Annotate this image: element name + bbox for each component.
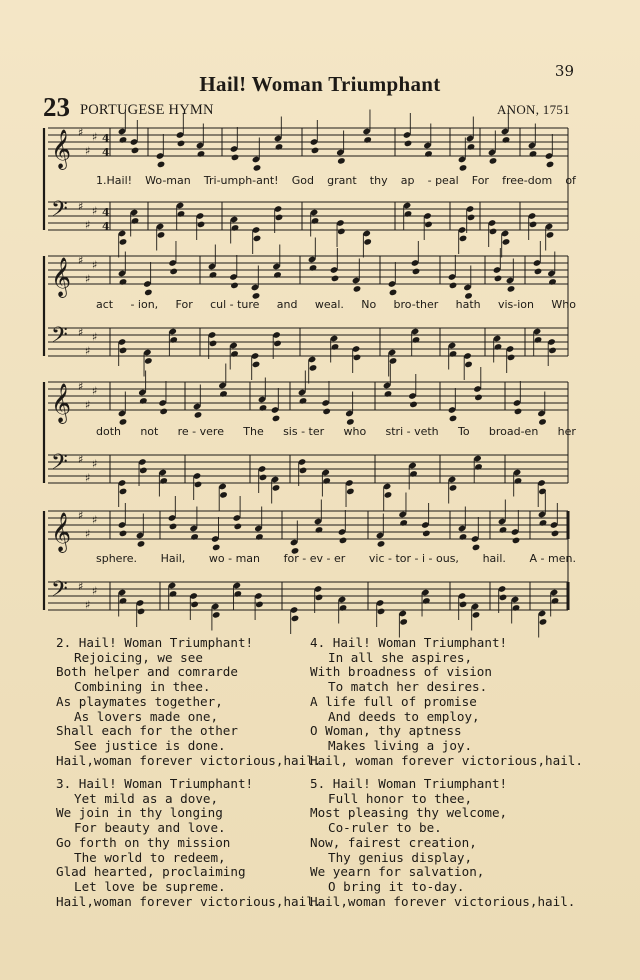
note-head-icon: [159, 408, 168, 416]
bass-clef-icon: 𝄢: [51, 323, 68, 354]
note-head-icon: [144, 357, 153, 365]
note-head-icon: [230, 282, 239, 290]
note-head-icon: [197, 221, 206, 229]
note-head-icon: [548, 278, 557, 286]
verse-line: Co-ruler to be.: [328, 820, 442, 836]
note-head-icon: [190, 601, 199, 609]
note-head-icon: [119, 136, 128, 144]
verse-line: Shall each for the other: [56, 723, 238, 739]
note-head-icon: [209, 271, 218, 279]
note-head-icon: [159, 477, 168, 485]
note-head-icon: [539, 618, 548, 626]
lyric-word: A - men.: [529, 552, 576, 565]
note-head-icon: [551, 597, 560, 605]
treble-clef-icon: 𝄞: [51, 383, 72, 424]
note-head-icon: [219, 491, 228, 499]
lyric-word: To: [457, 425, 470, 438]
composer-credit: ANON, 1751: [496, 102, 570, 117]
time-signature-icon: 4: [102, 146, 110, 159]
note-head-icon: [169, 590, 178, 598]
note-head-icon: [539, 519, 548, 527]
note-head-icon: [449, 350, 458, 358]
verse-line: See justice is done.: [74, 737, 226, 753]
note-head-icon: [299, 467, 308, 475]
verse-line: Makes living a joy.: [328, 737, 473, 753]
sharp-icon: ♯: [85, 344, 91, 358]
note-head-icon: [502, 238, 511, 246]
note-head-icon: [131, 147, 140, 155]
lyric-word: sis - ter: [283, 425, 325, 438]
lyric-word: vic - tor - i - ous,: [368, 552, 459, 565]
lyric-word: The: [243, 425, 264, 438]
note-head-icon: [190, 533, 199, 541]
lyric-word: free-dom: [502, 174, 553, 187]
note-head-icon: [337, 157, 346, 165]
note-head-icon: [119, 597, 128, 605]
sharp-icon: ♯: [92, 584, 98, 598]
lyric-word: stri - veth: [385, 425, 439, 438]
sharp-icon: ♯: [85, 272, 91, 286]
note-head-icon: [409, 401, 418, 409]
note-head-icon: [353, 285, 362, 293]
verse-line: 5. Hail! Woman Triumphant!: [310, 776, 508, 791]
note-head-icon: [489, 228, 498, 236]
sharp-icon: ♯: [92, 513, 98, 527]
treble-clef-icon: 𝄞: [51, 129, 72, 170]
note-head-icon: [507, 354, 516, 362]
note-head-icon: [404, 210, 413, 218]
lyric-word: - peal: [427, 174, 459, 187]
verse-line: As lovers made one,: [74, 708, 219, 724]
verse-line: We yearn for salvation,: [310, 864, 485, 880]
note-head-icon: [353, 354, 362, 362]
note-head-icon: [489, 157, 498, 165]
verse-line: Now, fairest creation,: [310, 834, 477, 850]
sharp-icon: ♯: [92, 330, 98, 344]
page-number: 39: [554, 62, 574, 80]
note-head-icon: [331, 275, 340, 283]
note-head-icon: [331, 343, 340, 351]
sharp-icon: ♯: [78, 580, 84, 594]
note-head-icon: [449, 282, 458, 290]
lyric-word: sphere.: [96, 552, 137, 565]
lyric-word: not: [140, 425, 159, 438]
note-head-icon: [363, 136, 372, 144]
note-head-icon: [231, 224, 240, 232]
lyric-word: and: [276, 298, 298, 311]
note-head-icon: [139, 397, 148, 405]
verse-line: Hail,woman forever victorious,hail.: [56, 752, 322, 768]
verse-line: For beauty and love.: [74, 820, 226, 836]
lyric-word: Wo-man: [145, 174, 191, 187]
note-head-icon: [502, 136, 511, 144]
verse-line: Most pleasing thy welcome,: [310, 805, 508, 821]
treble-clef-icon: 𝄞: [51, 257, 72, 298]
verse-line: 3. Hail! Woman Triumphant!: [56, 776, 254, 791]
sharp-icon: ♯: [92, 130, 98, 144]
lyric-word: for - ev - er: [283, 552, 346, 565]
lyric-word: ap: [400, 174, 415, 187]
note-head-icon: [412, 268, 421, 276]
sharp-icon: ♯: [78, 509, 84, 523]
note-head-icon: [177, 210, 186, 218]
verse-line: Glad hearted, proclaiming: [56, 864, 246, 880]
note-head-icon: [315, 526, 324, 534]
note-head-icon: [137, 608, 146, 616]
sharp-icon: ♯: [85, 598, 91, 612]
verse-line: O bring it to-day.: [328, 878, 465, 894]
note-head-icon: [255, 533, 264, 541]
bass-clef-icon: 𝄢: [51, 450, 68, 481]
lyric-word: grant: [327, 174, 357, 187]
lyric-word: bro-ther: [393, 298, 439, 311]
hymn-title: Hail! Woman Triumphant: [199, 72, 441, 96]
note-head-icon: [514, 477, 523, 485]
lyric-word: thy: [369, 174, 388, 187]
sharp-icon: ♯: [78, 453, 84, 467]
sharp-icon: ♯: [92, 457, 98, 471]
lyric-word: vis-ion: [497, 298, 535, 311]
bass-clef-icon: 𝄢: [51, 197, 68, 228]
note-head-icon: [157, 161, 166, 169]
lyric-word: Who: [551, 298, 576, 311]
lyric-word: weal.: [314, 298, 344, 311]
sharp-icon: ♯: [78, 326, 84, 340]
verse-5: [310, 777, 575, 909]
note-head-icon: [169, 268, 178, 276]
lyric-word: Tri-umph-ant!: [203, 174, 279, 187]
note-head-icon: [259, 474, 268, 482]
note-head-icon: [194, 481, 203, 489]
lyric-line-1: [96, 174, 576, 187]
note-head-icon: [230, 350, 239, 358]
note-head-icon: [169, 523, 178, 531]
note-head-icon: [399, 618, 408, 626]
note-head-icon: [144, 289, 153, 297]
verse-line: 4. Hail! Woman Triumphant!: [310, 635, 508, 650]
sharp-icon: ♯: [92, 384, 98, 398]
sharp-icon: ♯: [78, 200, 84, 214]
lyric-word: broad-en: [488, 425, 539, 438]
lyric-word: Hail,: [160, 552, 186, 565]
note-head-icon: [322, 477, 331, 485]
note-head-icon: [459, 235, 468, 243]
note-head-icon: [119, 238, 128, 246]
sharp-icon: ♯: [78, 254, 84, 268]
note-head-icon: [534, 268, 543, 276]
verse-line: To match her desires.: [328, 679, 488, 695]
note-head-icon: [472, 544, 481, 552]
note-head-icon: [299, 397, 308, 405]
note-head-icon: [194, 411, 203, 419]
note-head-icon: [253, 235, 262, 243]
note-head-icon: [499, 594, 508, 602]
lyric-word: 1.Hail!: [96, 174, 133, 187]
verse-2: [56, 636, 321, 768]
note-head-icon: [137, 540, 146, 548]
verse-line: We join in thy longing: [56, 805, 223, 821]
note-head-icon: [139, 467, 148, 475]
sharp-icon: ♯: [85, 218, 91, 232]
time-signature-icon: 4: [102, 132, 110, 145]
note-head-icon: [377, 608, 386, 616]
note-head-icon: [514, 408, 523, 416]
note-head-icon: [273, 271, 282, 279]
lyric-word: - ion,: [130, 298, 159, 311]
note-head-icon: [474, 394, 483, 402]
note-head-icon: [512, 604, 521, 612]
lyric-word: God: [291, 174, 314, 187]
note-head-icon: [409, 470, 418, 478]
note-head-icon: [119, 278, 128, 286]
note-head-icon: [467, 143, 476, 151]
time-signature-icon: 4: [102, 220, 110, 233]
note-head-icon: [346, 488, 355, 496]
note-head-icon: [494, 275, 503, 283]
note-head-icon: [315, 594, 324, 602]
sharp-icon: ♯: [85, 144, 91, 158]
note-head-icon: [339, 604, 348, 612]
note-head-icon: [309, 264, 318, 272]
verse-line: Let love be supreme.: [74, 878, 226, 894]
lyric-line-2: [96, 298, 576, 311]
lyric-word: of: [565, 174, 576, 187]
verse-line: Both helper and comrarde: [56, 664, 238, 680]
note-head-icon: [377, 540, 386, 548]
note-head-icon: [309, 364, 318, 372]
verse-line: Rejoicing, we see: [74, 649, 203, 665]
note-head-icon: [389, 289, 398, 297]
lyric-line-4: [96, 552, 576, 565]
note-head-icon: [464, 361, 473, 369]
note-head-icon: [157, 231, 166, 239]
verse-line: Hail,woman forever victorious,hail.: [310, 893, 576, 909]
verse-line: Yet mild as a dove,: [74, 790, 219, 806]
note-head-icon: [363, 238, 372, 246]
lyric-word: wo - man: [208, 552, 260, 565]
verse-line: 2. Hail! Woman Triumphant!: [56, 635, 254, 650]
note-head-icon: [252, 361, 261, 369]
sharp-icon: ♯: [85, 398, 91, 412]
note-head-icon: [339, 537, 348, 545]
sharp-icon: ♯: [78, 126, 84, 140]
note-head-icon: [322, 408, 331, 416]
note-head-icon: [422, 530, 431, 538]
note-head-icon: [424, 221, 433, 229]
verse-line: Go forth on thy mission: [56, 834, 231, 850]
note-head-icon: [494, 343, 503, 351]
note-head-icon: [337, 228, 346, 236]
lyric-word: hath: [455, 298, 481, 311]
note-head-icon: [209, 340, 218, 348]
verse-line: Hail, woman forever victorious,hail.: [310, 752, 583, 768]
note-head-icon: [384, 491, 393, 499]
note-head-icon: [507, 285, 516, 293]
sharp-icon: ♯: [78, 380, 84, 394]
note-head-icon: [231, 154, 240, 162]
lyric-word: who: [343, 425, 367, 438]
note-head-icon: [399, 519, 408, 527]
note-head-icon: [512, 537, 521, 545]
lyric-word: For: [471, 174, 489, 187]
note-head-icon: [273, 340, 282, 348]
note-head-icon: [449, 484, 458, 492]
note-head-icon: [422, 597, 431, 605]
lyric-word: No: [361, 298, 377, 311]
verse-line: As playmates together,: [56, 693, 223, 709]
note-head-icon: [424, 150, 433, 158]
note-head-icon: [459, 601, 468, 609]
lyric-word: re - vere: [177, 425, 224, 438]
verse-line: Thy genius display,: [328, 849, 473, 865]
lyric-word: hail.: [482, 552, 506, 565]
verse-line: O Woman, thy aptness: [310, 723, 462, 739]
note-head-icon: [233, 523, 242, 531]
note-head-icon: [529, 150, 538, 158]
note-head-icon: [275, 214, 284, 222]
note-head-icon: [272, 415, 281, 423]
lyric-word: For: [175, 298, 193, 311]
sharp-icon: ♯: [85, 471, 91, 485]
note-head-icon: [169, 336, 178, 344]
note-head-icon: [119, 347, 128, 355]
verse-line: Hail,woman forever victorious,hail.: [56, 893, 322, 909]
note-head-icon: [233, 590, 242, 598]
note-head-icon: [253, 164, 262, 172]
bass-clef-icon: 𝄢: [51, 577, 68, 608]
note-head-icon: [449, 415, 458, 423]
note-head-icon: [459, 533, 468, 541]
note-head-icon: [529, 221, 538, 229]
note-head-icon: [546, 231, 555, 239]
note-head-icon: [259, 404, 268, 412]
note-head-icon: [384, 390, 393, 398]
tune-name: PORTUGESE HYMN: [80, 102, 214, 118]
sharp-icon: ♯: [85, 527, 91, 541]
sharp-icon: ♯: [92, 204, 98, 218]
note-head-icon: [255, 601, 264, 609]
note-head-icon: [534, 336, 543, 344]
note-head-icon: [546, 161, 555, 169]
verse-line: The world to redeem,: [74, 849, 226, 865]
lyric-word: cul - ture: [210, 298, 260, 311]
note-head-icon: [272, 484, 281, 492]
note-head-icon: [219, 390, 228, 398]
note-head-icon: [275, 143, 284, 151]
note-head-icon: [548, 347, 557, 355]
lyric-word: act: [96, 298, 114, 311]
verse-4: [310, 636, 583, 768]
verse-line: Full honor to thee,: [328, 790, 473, 806]
lyric-word: her: [557, 425, 576, 438]
note-head-icon: [412, 336, 421, 344]
note-head-icon: [459, 164, 468, 172]
note-head-icon: [467, 214, 476, 222]
verse-line: With broadness of vision: [310, 664, 492, 680]
note-head-icon: [291, 615, 300, 623]
note-head-icon: [311, 147, 320, 155]
sharp-icon: ♯: [92, 258, 98, 272]
note-head-icon: [551, 530, 560, 538]
time-signature-icon: 4: [102, 206, 110, 219]
lyric-line-3: [96, 425, 576, 438]
note-head-icon: [472, 611, 481, 619]
note-head-icon: [212, 611, 221, 619]
note-head-icon: [212, 544, 221, 552]
note-head-icon: [499, 526, 508, 534]
note-head-icon: [404, 140, 413, 148]
hymn-number: 23: [43, 92, 70, 122]
verse-line: Combining in thee.: [74, 679, 211, 695]
verse-3: [56, 777, 321, 909]
verse-line: A life full of promise: [310, 693, 477, 709]
note-head-icon: [131, 217, 140, 225]
note-head-icon: [119, 488, 128, 496]
verse-line: And deeds to employ,: [328, 708, 480, 724]
lyric-word: doth: [96, 425, 121, 438]
note-head-icon: [311, 217, 320, 225]
verse-line: In all she aspires,: [328, 649, 473, 665]
note-head-icon: [119, 530, 128, 538]
note-head-icon: [177, 140, 186, 148]
note-head-icon: [197, 150, 206, 158]
treble-clef-icon: 𝄞: [51, 512, 72, 553]
note-head-icon: [474, 463, 483, 471]
